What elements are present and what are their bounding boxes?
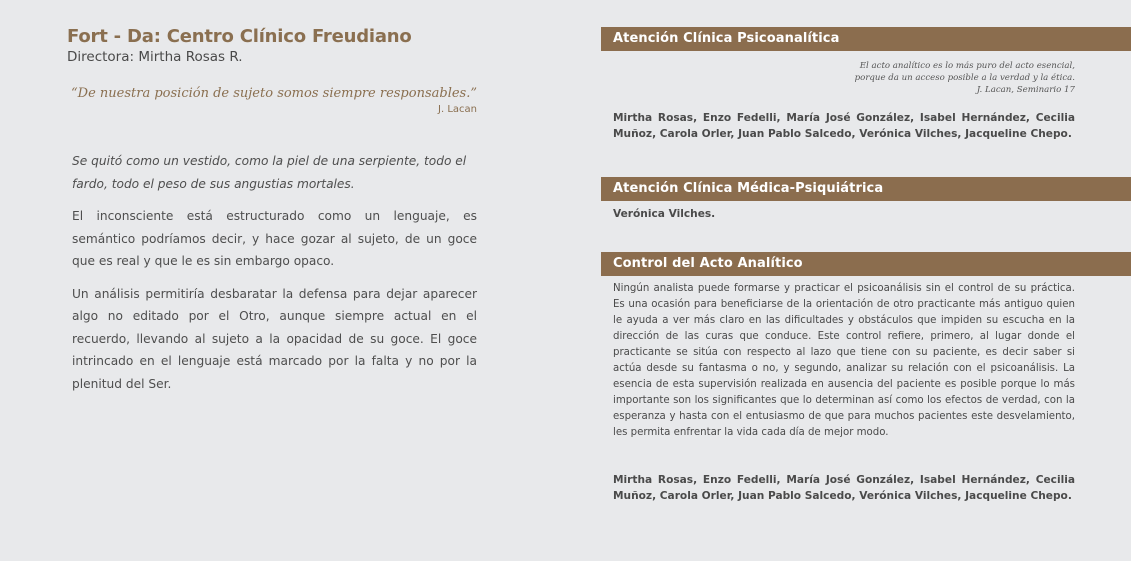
members-medica: Verónica Vilches. <box>613 208 716 220</box>
control-paragraph: Ningún analista puede formarse y practicar el psicoanálisis sin el control de su práctica. Es una ocasión para beneficiarse de la orientación de otro practicante más antiguo quien le ayuda a ver más claro en las dificultades y obstáculos que impiden su escucha en la dirección de las curas que conduce. Este control refiere, primero, al lugar donde el practicante se sitúa con respecto al lazo que tiene con su paciente, es decir saber si actúa desde su fantasma o no, y segundo, analizar su relación con el psicoanálisis. La esencia de esta supervisión realizada en ausencia del paciente es posible porque lo más importante son los significantes que lo determinan así como los efectos de verdad, con la esperanza y hasta con el entusiasmo de que para muchos pacientes este desvelamiento, les permita enfrentar la vida cada día de mejor modo. <box>613 283 1075 438</box>
section-heading-psicoanalitica: Atención Clínica Psicoanalítica <box>601 27 1131 51</box>
quote-block <box>67 86 477 116</box>
section-medica <box>601 177 1131 222</box>
intro-paragraph-3: Un análisis permitiría desbaratar la defensa para dejar aparecer algo no editado por el Otro, aunque siempre actual en el recuerdo, llevando al sujeto a la opacidad de su goce. El goce intrincado en el lenguaje está marcado por la falta y no por la plenitud del Ser. <box>72 286 477 391</box>
intro-paragraph-1: Se quitó como un vestido, como la piel de una serpiente, todo el fardo, todo el peso de sus angustias mortales. <box>72 154 467 191</box>
epigraph-line-2: porque da un acceso posible a la verdad y la ética. <box>854 73 1075 83</box>
section-heading-control: Control del Acto Analítico <box>601 252 1131 276</box>
left-column <box>67 26 477 405</box>
epigraph-line-3: J. Lacan, Seminario 17 <box>976 85 1075 95</box>
page-title: Fort - Da: Centro Clínico Freudiano <box>67 26 412 47</box>
section-psicoanalitica <box>601 27 1131 142</box>
intro-paragraph-2: El inconsciente está estructurado como un lenguaje, es semántico podríamos decir, y hace gozar al sujeto, de un goce que es real y que le es sin embargo opaco. <box>72 209 477 268</box>
section-heading-medica: Atención Clínica Médica-Psiquiátrica <box>601 177 1131 201</box>
quote-text: “De nuestra posición de sujeto somos siempre responsables.” <box>71 86 477 101</box>
right-column <box>601 27 1131 504</box>
epigraph <box>601 60 1075 96</box>
members-control: Mirtha Rosas, Enzo Fedelli, María José González, Isabel Hernández, Cecilia Muñoz, Carola Orler, Juan Pablo Salcedo, Verónica Vilches, Jacqueline Chepo. <box>613 474 1075 502</box>
members-psicoanalitica: Mirtha Rosas, Enzo Fedelli, María José González, Isabel Hernández, Cecilia Muñoz, Carola Orler, Juan Pablo Salcedo, Verónica Vilches, Jacqueline Chepo. <box>613 112 1075 140</box>
epigraph-line-1: El acto analítico es lo más puro del acto esencial, <box>859 61 1075 71</box>
director-line: Directora: Mirtha Rosas R. <box>67 49 243 65</box>
section-control <box>601 252 1131 504</box>
intro-text <box>67 150 477 395</box>
quote-author: J. Lacan <box>438 104 477 115</box>
